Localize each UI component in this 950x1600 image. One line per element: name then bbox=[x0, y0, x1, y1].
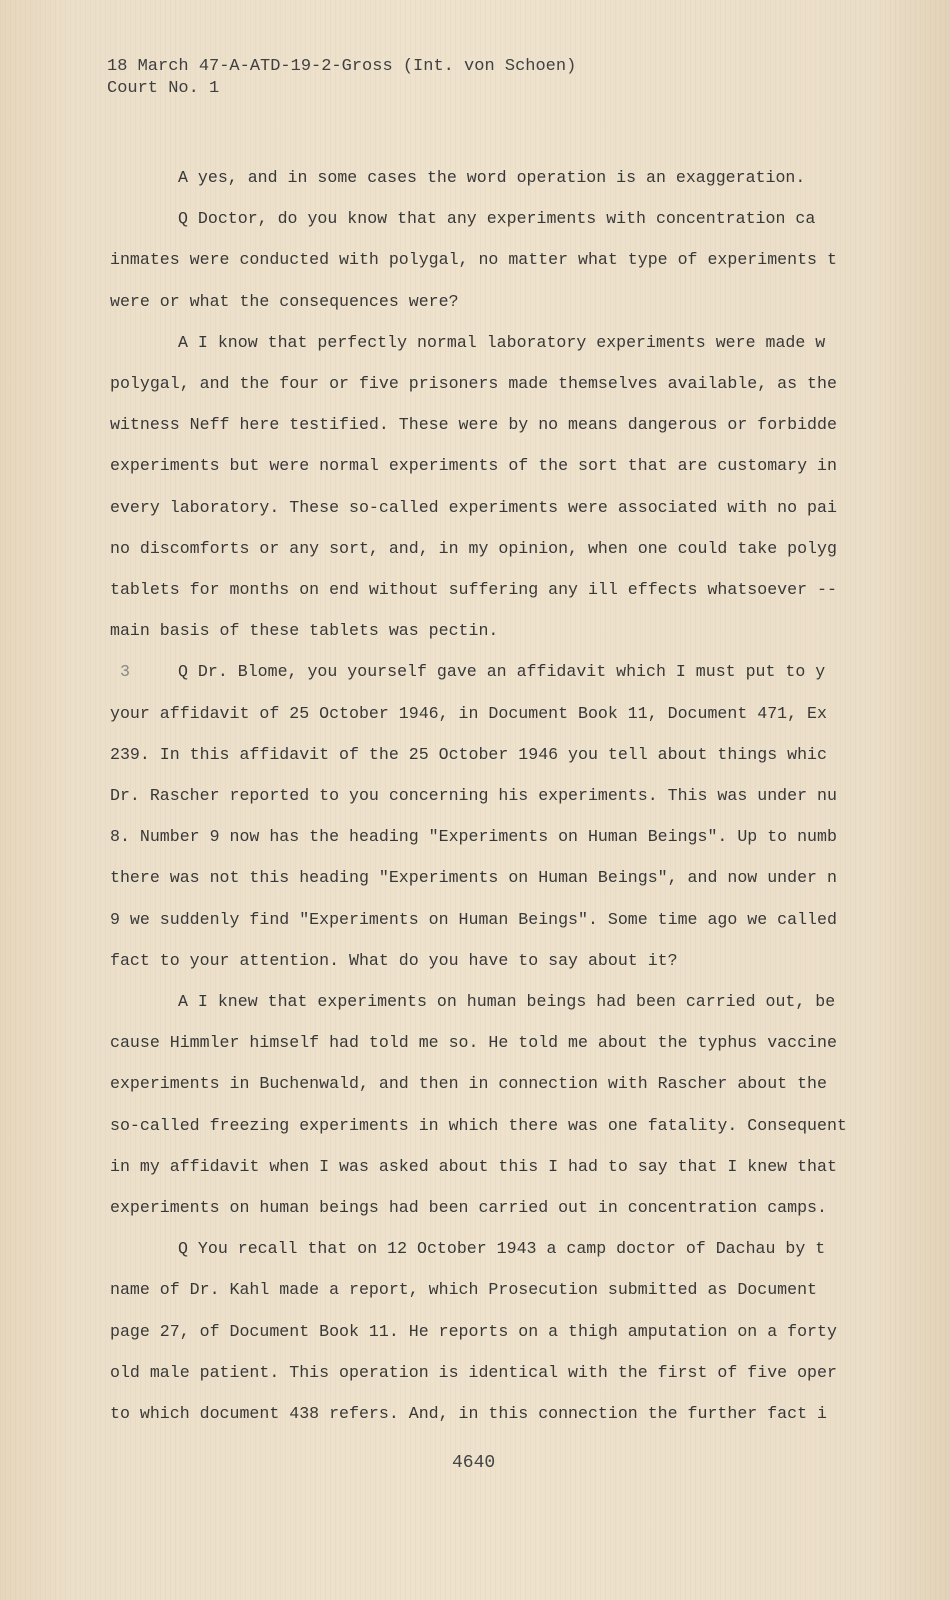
text-line: polygal, and the four or five prisoners made themselves available, as the bbox=[110, 374, 837, 394]
text-line: page 27, of Document Book 11. He reports on a thigh amputation on a forty bbox=[110, 1321, 837, 1341]
page-number: 4640 bbox=[452, 1453, 496, 1473]
text-line: experiments in Buchenwald, and then in connection with Rascher about the bbox=[110, 1074, 827, 1094]
text-line: no discomforts or any sort, and, in my opinion, when one could take polyg bbox=[110, 538, 837, 558]
text-line: A I know that perfectly normal laboratory experiments were made w bbox=[178, 332, 826, 352]
text-line: A yes, and in some cases the word operation is an exaggeration. bbox=[178, 168, 806, 187]
text-line: there was not this heading "Experiments on Human Beings", and now under n bbox=[110, 868, 837, 888]
text-line: Q You recall that on 12 October 1943 a camp doctor of Dachau by t bbox=[178, 1239, 826, 1259]
text-line: in my affidavit when I was asked about this I had to say that I knew that bbox=[110, 1156, 837, 1176]
text-line: main basis of these tablets was pectin. bbox=[110, 621, 499, 641]
text-line: inmates were conducted with polygal, no matter what type of experiments t bbox=[110, 250, 837, 270]
text-line: 8. Number 9 now has the heading "Experiments on Human Beings". Up to numb bbox=[110, 827, 837, 847]
text-line: experiments but were normal experiments of the sort that are customary in bbox=[110, 456, 837, 476]
header-block bbox=[107, 56, 576, 100]
text-line: 9 we suddenly find "Experiments on Human Beings". Some time ago we called bbox=[110, 909, 837, 929]
text-line: tablets for months on end without suffering any ill effects whatsoever -- bbox=[110, 580, 837, 600]
text-line: 239. In this affidavit of the 25 October 1946 you tell about things whic bbox=[110, 744, 827, 764]
transcript-body bbox=[110, 157, 860, 1434]
text-line: to which document 438 refers. And, in this connection the further fact i bbox=[110, 1404, 827, 1424]
text-line bbox=[110, 651, 860, 692]
text-line: Dr. Rascher reported to you concerning his experiments. This was under nu bbox=[110, 786, 837, 806]
margin-mark: 3 bbox=[120, 662, 130, 682]
text-line: experiments on human beings had been carried out in concentration camps. bbox=[110, 1198, 827, 1218]
text-line: so-called freezing experiments in which there was one fatality. Consequent bbox=[110, 1115, 847, 1135]
text-line: cause Himmler himself had told me so. He told me about the typhus vaccine bbox=[110, 1033, 837, 1053]
text-line: name of Dr. Kahl made a report, which Prosecution submitted as Document bbox=[110, 1280, 818, 1300]
text-line: your affidavit of 25 October 1946, in Document Book 11, Document 471, Ex bbox=[110, 703, 827, 723]
text-line: fact to your attention. What do you have to say about it? bbox=[110, 950, 678, 970]
text-line: witness Neff here testified. These were by no means dangerous or forbidde bbox=[110, 415, 837, 435]
text-line: A I knew that experiments on human beings had been carried out, be bbox=[178, 992, 836, 1012]
text-line: every laboratory. These so-called experiments were associated with no pai bbox=[110, 497, 837, 517]
header-line-1: 18 March 47-A-ATD-19-2-Gross (Int. von Schoen) bbox=[107, 57, 577, 76]
header-line-2: Court No. 1 bbox=[107, 79, 220, 98]
text-line-content: Q Dr. Blome, you yourself gave an affidavit which I must put to y bbox=[178, 662, 826, 682]
text-line: old male patient. This operation is identical with the first of five oper bbox=[110, 1362, 837, 1382]
text-line: were or what the consequences were? bbox=[110, 291, 459, 311]
text-line: Q Doctor, do you know that any experiments with concentration ca bbox=[178, 209, 816, 229]
